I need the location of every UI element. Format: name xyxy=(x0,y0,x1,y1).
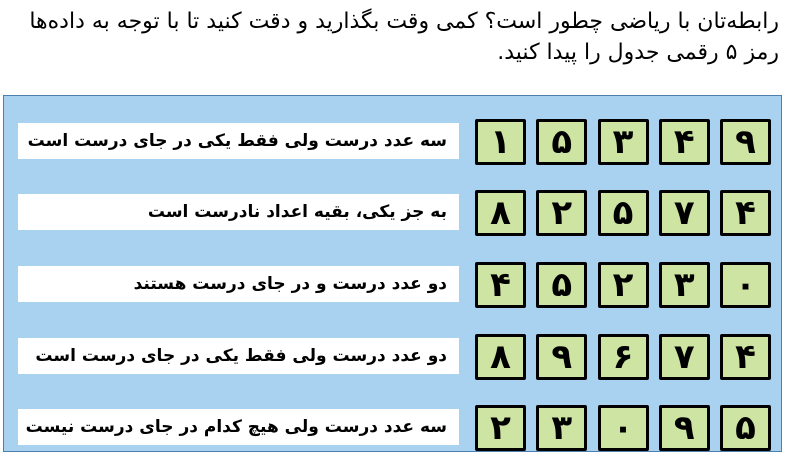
digit-box: ۵ xyxy=(536,119,587,165)
digit-box: ۳ xyxy=(598,119,649,165)
clue-hint: سه عدد درست ولی هیچ کدام در جای درست نیست xyxy=(18,409,459,445)
digit-box: ۰ xyxy=(720,262,771,308)
clue-row-5 xyxy=(4,402,781,454)
digit-box: ۷ xyxy=(659,190,710,236)
clue-panel xyxy=(3,95,782,452)
digit-box: ۱ xyxy=(475,119,526,165)
digit-box: ۸ xyxy=(475,334,526,380)
clue-hint: سه عدد درست ولی فقط یکی در جای درست است xyxy=(18,123,459,159)
clue-row-2 xyxy=(4,187,781,239)
clue-hint: دو عدد درست ولی فقط یکی در جای درست است xyxy=(18,338,459,374)
digit-box: ۷ xyxy=(659,334,710,380)
digit-box: ۳ xyxy=(536,405,587,451)
clue-hint: دو عدد درست و در جای درست هستند xyxy=(18,266,459,302)
digit-group xyxy=(475,116,771,168)
intro-line-1: رابطه‌تان با ریاضی چطور است؟ کمی وقت بگذارید و دقت کنید تا با توجه به داده‌ها xyxy=(29,9,779,34)
digit-box: ۳ xyxy=(659,262,710,308)
digit-box: ۶ xyxy=(598,334,649,380)
digit-group xyxy=(475,331,771,383)
intro-line-2: رمز ۵ رقمی جدول را پیدا کنید. xyxy=(497,40,779,65)
clue-row-1 xyxy=(4,116,781,168)
digit-box: ۹ xyxy=(720,119,771,165)
digit-group xyxy=(475,187,771,239)
digit-group xyxy=(475,402,771,454)
digit-box: ۰ xyxy=(598,405,649,451)
digit-box: ۲ xyxy=(598,262,649,308)
digit-box: ۵ xyxy=(536,262,587,308)
clue-hint: به جز یکی، بقیه اعداد نادرست است xyxy=(18,194,459,230)
digit-box: ۴ xyxy=(720,334,771,380)
clue-row-4 xyxy=(4,331,781,383)
digit-group xyxy=(475,259,771,311)
digit-box: ۲ xyxy=(475,405,526,451)
clue-row-3 xyxy=(4,259,781,311)
digit-box: ۵ xyxy=(720,405,771,451)
digit-box: ۵ xyxy=(598,190,649,236)
digit-box: ۴ xyxy=(720,190,771,236)
digit-box: ۴ xyxy=(475,262,526,308)
digit-box: ۹ xyxy=(659,405,710,451)
digit-box: ۲ xyxy=(536,190,587,236)
digit-box: ۸ xyxy=(475,190,526,236)
digit-box: ۹ xyxy=(536,334,587,380)
digit-box: ۴ xyxy=(659,119,710,165)
puzzle-intro xyxy=(4,6,779,68)
